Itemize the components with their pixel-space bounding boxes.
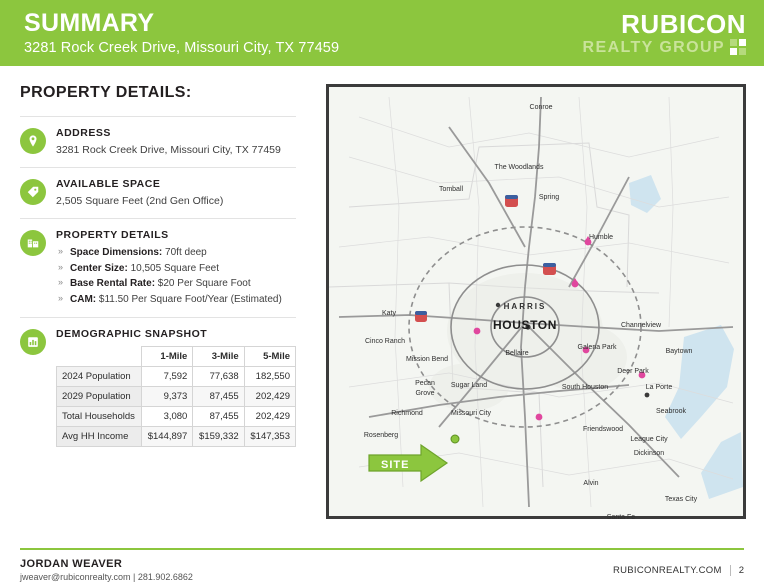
map-label-alvin: Alvin (583, 480, 599, 487)
table-row (57, 367, 296, 387)
footer-separator (730, 565, 731, 576)
cell-2024-population-3-mile: 77,638 (193, 367, 244, 387)
map-label-katy: Katy (381, 310, 397, 317)
map-label-conroe: Conroe (529, 104, 553, 111)
map-label-houston: HOUSTON (493, 318, 557, 332)
cell-total-households-3-mile: 87,455 (193, 407, 244, 427)
chevron-right-icon: » (58, 246, 64, 257)
logo-squares-icon (730, 39, 746, 55)
map-label-spring: Spring (538, 194, 560, 201)
map-label-south-houston: South Houston (561, 384, 609, 391)
cell-total-households-5-mile: 202,429 (244, 407, 295, 427)
row-label-total-households: Total Households (57, 407, 142, 427)
table-body (57, 367, 296, 447)
map-label-rosenberg: Rosenberg (363, 432, 399, 439)
map-label-friendswood: Friendswood (582, 426, 624, 433)
map-label-league-city: League City (630, 436, 668, 443)
cell-avg-hh-income-5-mile: $147,353 (244, 427, 295, 447)
logo-tagline-text: REALTY GROUP (582, 38, 725, 56)
chart-icon (20, 329, 46, 355)
tag-icon (20, 179, 46, 205)
table-row (57, 387, 296, 407)
map-label-santa-fe: Santa Fe (606, 514, 636, 521)
section-title: PROPERTY DETAILS: (20, 84, 192, 101)
detail-body-available-space (56, 178, 296, 208)
cell-2024-population-5-mile: 182,550 (244, 367, 295, 387)
detail-row-demographics (20, 317, 296, 457)
map-label-dickinson: Dickinson (633, 450, 665, 457)
map-label-texas-city: Texas City (664, 496, 698, 503)
demographics-table (56, 346, 296, 447)
logo-wordmark: RUBICON (621, 8, 746, 39)
footer-right (613, 565, 744, 576)
map-label-mission-bend: Mission Bend (405, 356, 449, 363)
map-label-channelview: Channelview (620, 322, 662, 329)
footer-agent (20, 558, 193, 582)
row-label-avg-hh-income: Avg HH Income (57, 427, 142, 447)
table-header-row (57, 347, 296, 367)
map-label-seabrook: Seabrook (656, 408, 686, 415)
map-label-cinco-ranch: Cinco Ranch (364, 338, 406, 345)
detail-label-demographics: DEMOGRAPHIC SNAPSHOT (56, 328, 208, 341)
map-label-humble: Humble (588, 234, 614, 241)
detail-value-available-space: 2,505 Square Feet (2nd Gen Office) (56, 195, 224, 208)
map-label-pecan: Pecan (415, 380, 435, 387)
map-svg (329, 87, 743, 521)
map-label-galena-park: Galena Park (577, 344, 617, 351)
chevron-right-icon: » (58, 261, 64, 272)
logo-tagline (583, 39, 746, 56)
row-label-2024-population: 2024 Population (57, 367, 142, 387)
detail-body-address (56, 127, 296, 157)
detail-row-available-space (20, 167, 296, 218)
detail-label-available-space: AVAILABLE SPACE (56, 178, 161, 191)
brand-logo (582, 8, 764, 56)
column-header-3-mile: 3-Mile (193, 347, 244, 367)
map-label-deer-park: Deer Park (617, 368, 649, 375)
agent-contact[interactable]: jweaver@rubiconrealty.com | 281.902.6862 (20, 572, 193, 582)
page-footer (0, 552, 764, 588)
detail-value-address: 3281 Rock Creek Drive, Missouri City, TX 77459 (56, 144, 281, 156)
footer-website[interactable]: RUBICONREALTY.COM (612, 564, 722, 576)
map-label-bellaire: Bellaire (505, 350, 529, 357)
detail-row-address (20, 116, 296, 167)
row-label-2029-population: 2029 Population (57, 387, 142, 407)
page-number: 2 (738, 564, 744, 576)
map-label-missouri-city: Missouri City (450, 410, 492, 417)
location-map[interactable] (326, 84, 746, 519)
property-detail-list (56, 245, 296, 307)
map-label-the-woodlands: The Woodlands (494, 164, 544, 171)
cell-avg-hh-income-3-mile: $159,332 (193, 427, 244, 447)
detail-label-property-details: PROPERTY DETAILS (56, 229, 169, 242)
page-title: SUMMARY (24, 8, 155, 37)
cell-2024-population-1-mile: 7,592 (142, 367, 193, 387)
page-header (0, 0, 764, 66)
column-header-1-mile: 1-Mile (142, 347, 193, 367)
cell-2029-population-1-mile: 9,373 (142, 387, 193, 407)
map-label-sugar-land: Sugar Land (450, 382, 488, 389)
list-item: » Center Size: 10,505 Square Feet (58, 261, 219, 274)
cell-avg-hh-income-1-mile: $144,897 (142, 427, 193, 447)
cell-total-households-1-mile: 3,080 (142, 407, 193, 427)
list-item: » Base Rental Rate: $20 Per Square Foot (58, 277, 251, 290)
cell-2029-population-3-mile: 87,455 (193, 387, 244, 407)
detail-body-demographics (56, 328, 296, 447)
svg-text:SITE: SITE (381, 459, 410, 471)
cell-2029-population-5-mile: 202,429 (244, 387, 295, 407)
page-subtitle: 3281 Rock Creek Drive, Missouri City, TX 77459 (24, 40, 340, 57)
detail-label-address: ADDRESS (56, 127, 111, 139)
property-details-panel (0, 66, 310, 536)
map-label-richmond: Richmond (391, 410, 423, 417)
detail-body-property-details (56, 229, 296, 307)
list-item: » CAM: $11.50 Per Square Foot/Year (Estimated) (58, 292, 282, 305)
table-row (57, 427, 296, 447)
map-label-tomball: Tomball (438, 186, 464, 193)
map-label-grove: Grove (415, 390, 435, 397)
detail-row-property-details (20, 218, 296, 317)
list-item: » Space Dimensions: 70ft deep (58, 246, 207, 259)
column-header-blank (57, 347, 142, 367)
chevron-right-icon: » (58, 277, 64, 288)
map-label-baytown: Baytown (665, 348, 693, 355)
map-label-harris-county: HARRIS (503, 302, 547, 311)
chevron-right-icon: » (58, 292, 64, 303)
table-head (57, 347, 296, 367)
footer-divider-rule (20, 548, 744, 550)
location-pin-icon (20, 128, 46, 154)
map-label-la-porte: La Porte (645, 384, 673, 391)
building-icon (20, 230, 46, 256)
header-left (0, 10, 339, 56)
table-row (57, 407, 296, 427)
agent-name: JORDAN WEAVER (20, 558, 123, 570)
column-header-5-mile: 5-Mile (244, 347, 295, 367)
